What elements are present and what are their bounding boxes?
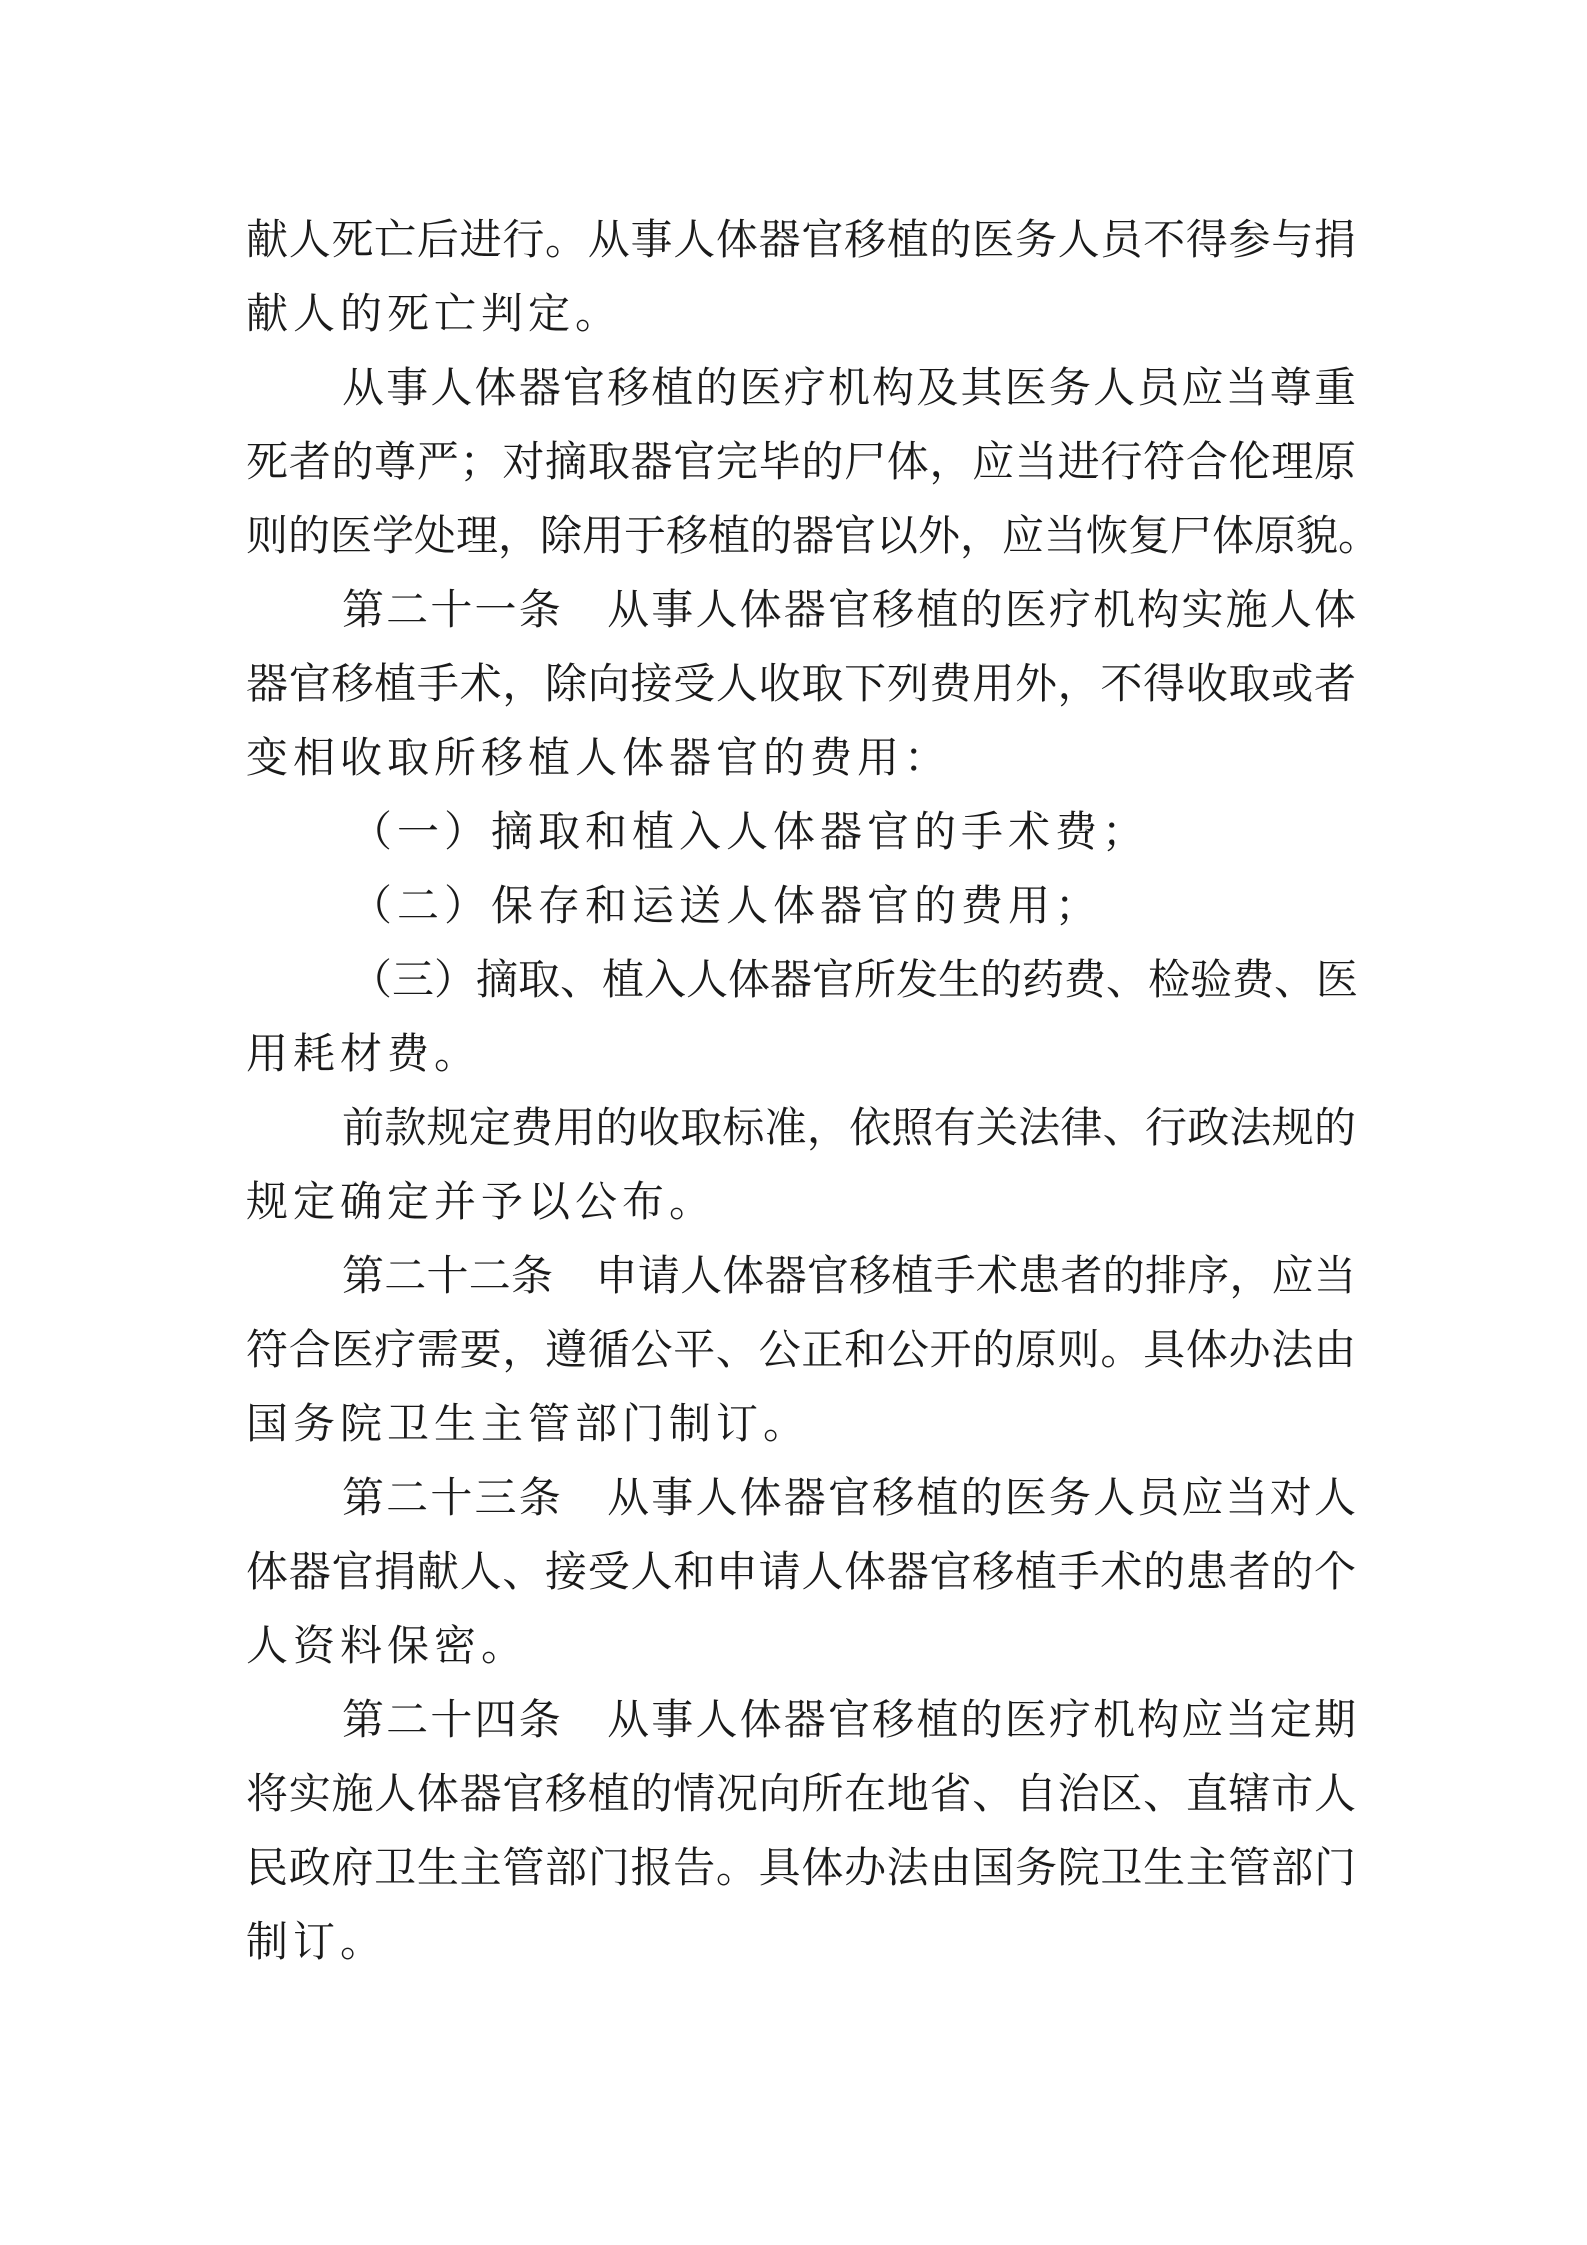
text-line: 规定确定并予以公布。 — [246, 1177, 717, 1226]
text-line: 则的医学处理，除用于移植的器官以外，应当恢复尸体原貌。 — [246, 511, 1381, 560]
paragraph-first-line: 前款规定费用的收取标准，依照有关法律、行政法规的 — [342, 1103, 1356, 1152]
article-heading-line: 第二十一条 从事人体器官移植的医疗机构实施人体 — [342, 585, 1356, 634]
text-line: 人资料保密。 — [246, 1621, 529, 1670]
article-heading-line: 第二十二条 申请人体器官移植手术患者的排序，应当 — [342, 1251, 1356, 1300]
text-line: 器官移植手术，除向接受人收取下列费用外，不得收取或者 — [246, 659, 1356, 708]
text-line: 符合医疗需要，遵循公平、公正和公开的原则。具体办法由 — [246, 1325, 1356, 1374]
text-line: 变相收取所移植人体器官的费用： — [246, 733, 952, 782]
text-line: 制订。 — [246, 1917, 388, 1966]
text-line: 国务院卫生主管部门制订。 — [246, 1399, 811, 1448]
text-line: 死者的尊严；对摘取器官完毕的尸体，应当进行符合伦理原 — [246, 437, 1356, 486]
text-line: 将实施人体器官移植的情况向所在地省、自治区、直辖市人 — [246, 1769, 1356, 1818]
text-line: 体器官捐献人、接受人和申请人体器官移植手术的患者的个 — [246, 1547, 1356, 1596]
list-item: （二）保存和运送人体器官的费用； — [350, 881, 1103, 930]
text-line: 用耗材费。 — [246, 1029, 482, 1078]
list-item: （三）摘取、植入人体器官所发生的药费、检验费、医 — [350, 955, 1359, 1004]
paragraph-first-line: 从事人体器官移植的医疗机构及其医务人员应当尊重 — [342, 363, 1356, 412]
text-line: 献人死亡后进行。从事人体器官移植的医务人员不得参与捐 — [246, 215, 1356, 264]
article-heading-line: 第二十三条 从事人体器官移植的医务人员应当对人 — [342, 1473, 1356, 1522]
text-line: 献人的死亡判定。 — [246, 289, 623, 338]
text-line: 民政府卫生主管部门报告。具体办法由国务院卫生主管部门 — [246, 1843, 1356, 1892]
list-item: （一）摘取和植入人体器官的手术费； — [350, 807, 1150, 856]
article-heading-line: 第二十四条 从事人体器官移植的医疗机构应当定期 — [342, 1695, 1356, 1744]
